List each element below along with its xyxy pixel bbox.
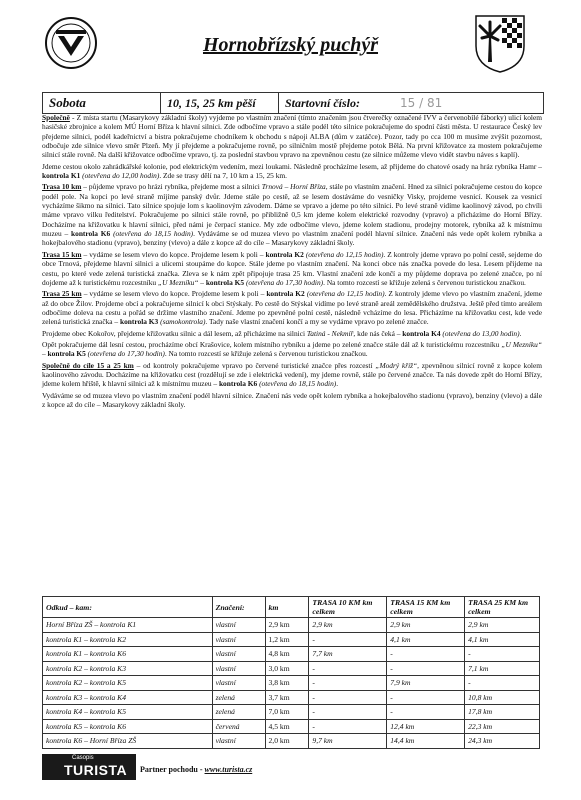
column-header: TRASA 10 KM km celkem [309, 597, 387, 618]
table-cell: 3,8 km [265, 676, 309, 691]
table-cell: vlastní [212, 618, 265, 633]
table-cell: kontrola K2 – kontrola K3 [43, 661, 213, 676]
table-cell: 9,7 km [309, 734, 387, 749]
start-number-label: Startovní číslo: [285, 95, 361, 110]
table-row [43, 632, 540, 647]
table-cell: kontrola K1 – kontrola K6 [43, 647, 213, 662]
logo-small-text: Časopis [72, 755, 94, 761]
start-number-value: 15 / 81 [400, 96, 443, 110]
table-cell: 14,4 km [387, 734, 465, 749]
section-trasa-25-3: Opět pokračujeme dál lesní cestou, procházíme obcí Krašovice, kolem místního rybníku a jdeme po zelené značce stále dál až k turistickému rozcestníku „U Mezníku“ – kontrola K5 (otevřena do 17,30 hodin). Na tomto rozcestí se křižuje zelená s červenou turistickou značkou. [42, 339, 542, 359]
table-cell: kontrola K4 – kontrola K5 [43, 705, 213, 720]
table-cell: 2,9 km [309, 618, 387, 633]
section-heading: Společně [42, 113, 70, 122]
table-cell: - [387, 690, 465, 705]
table-row [43, 647, 540, 662]
column-header: TRASA 25 KM km celkem [465, 597, 540, 618]
table-cell: 1,2 km [265, 632, 309, 647]
table-cell: 7,7 km [309, 647, 387, 662]
column-header: TRASA 15 KM km celkem [387, 597, 465, 618]
table-row [43, 690, 540, 705]
table-cell: vlastní [212, 734, 265, 749]
table-cell: 2,9 km [465, 618, 540, 633]
table-cell: 4,5 km [265, 719, 309, 734]
table-cell: 7,0 km [265, 705, 309, 720]
checkpoint-k6: kontrola K6 [218, 379, 258, 389]
table-cell: - [309, 705, 387, 720]
table-cell: zelená [212, 690, 265, 705]
table-cell: - [387, 647, 465, 662]
table-cell: - [465, 647, 540, 662]
route-description [42, 113, 542, 411]
table-cell: 12,4 km [387, 719, 465, 734]
section-common-finish: Společně do cíle 15 a 25 km – od kontroly pokračujeme vpravo po červené turistické značce přes rozcestí „Modrý kříž“, zpevněnou silnicí rovně z kopce kolem kaolinového závodu. Docházíme na křižovatku cest (rozdělují se zde i elektrická vedení), my jdeme rovně, stále po červené značce. Ta nás dovede zpět do Horní Břízy, jdeme kolem hřiště, k hlavní silnici až k místnímu muzeu – kontrola K6 (otevřena do 18,15 hodin). [42, 360, 542, 389]
table-cell: 2,9 km [387, 618, 465, 633]
table-cell: 3,0 km [265, 661, 309, 676]
partner-line [140, 765, 252, 774]
day-cell: Sobota [43, 93, 161, 113]
table-cell: vlastní [212, 676, 265, 691]
table-cell: 22,3 km [465, 719, 540, 734]
checkpoint-k3: kontrola K3 [119, 317, 159, 327]
table-row [43, 618, 540, 633]
page-title: Hornobřízský puchýř [202, 34, 379, 56]
column-header: Odkud – kam: [43, 597, 213, 618]
logo-big-text: TURISTA [64, 762, 128, 778]
checkpoint-k6: kontrola K6 [71, 229, 111, 239]
checkpoint-k1: kontrola K1 [42, 171, 81, 181]
column-header: Značení: [212, 597, 265, 618]
section-heading: Trasa 15 km [42, 249, 82, 259]
checkpoint-k2: kontrola K2 [266, 289, 305, 299]
table-cell: - [309, 661, 387, 676]
table-cell: kontrola K5 – kontrola K6 [43, 719, 213, 734]
table-cell: 24,3 km [465, 734, 540, 749]
section-trasa-10: Trasa 10 km – půjdeme vpravo po hrázi rybníka, přejdeme most a silnici Trnová – Horní Bříza, stále po vlastním značení. Hned za silnicí pokračujeme cestou do kopce podél pole. Na kopci po levé straně míjíme panský dvůr. Jdeme stále po cestě, až se lesem dostáváme do vesničky Visky, projdeme vesnicí. Kousek za vesnicí vycházíme šikmo na silnici. Tato silnice spojuje lom s kaolinovým závodem. Dáme se vpravo a jdeme po této silnici. Po levé straně vidíme kaolinový závod, po chvíli máme vpravo vilku ředitelství. Pokračujeme po silnici stále rovně, po přibližně 0,5 km jdeme kolem elektrické rozvodny (vpravo) a přicházíme do Horní Břízy. Docházíme na křižovatku k hlavní silnici, před námi je čerpací stanice. My zde odbočíme vlevo, jdeme kolem stadionu, prodejny motorek, rybníka až k místnímu muzeu – kontrola K6 (otevřena do 18,15 hodin). Vydáváme se od muzea vlevo po vlastním značení podél hlavní silnice. Značení nás vede opět kolem rybníka a hokejbalového stadionu (vpravo), benziny (vlevo) a dále z kopce až do cíle – Masarykovy základní školy. [42, 182, 542, 248]
table-cell: zelená [212, 705, 265, 720]
turista-logo [42, 754, 136, 780]
distances-cell: 10, 15, 25 km pěší [161, 93, 279, 113]
table-cell: kontrola K3 – kontrola K4 [43, 690, 213, 705]
table-cell: - [465, 676, 540, 691]
partner-label: Partner pochodu - [140, 765, 205, 774]
table-cell: - [387, 661, 465, 676]
table-cell: - [387, 705, 465, 720]
table-cell: 2,0 km [265, 734, 309, 749]
table-row [43, 676, 540, 691]
table-cell: 4,8 km [265, 647, 309, 662]
table-cell: - [309, 632, 387, 647]
table-cell: vlastní [212, 632, 265, 647]
section-heading: Společně do cíle 15 a 25 km [42, 360, 134, 370]
table-row [43, 734, 540, 749]
section-common-finish-2: Vydáváme se od muzea vlevo po vlastním značení podél hlavní silnice. Značení nás vede opět kolem rybníka a hokejbalového stadionu (vpravo), benziny (vlevo) a dále z kopce až do cíle – Masarykovy základní školy. [42, 390, 542, 409]
start-number-cell [279, 93, 543, 113]
table-cell: kontrola K1 – kontrola K2 [43, 632, 213, 647]
table-cell: 3,7 km [265, 690, 309, 705]
section-intro-2: Jdeme cestou okolo zahrádkářské kolonie, pod elektrickým vedením, mezi loukami. Následně procházíme lesem, až přijdeme do chatové osady na hráz rybníka Hamr – kontrola K1 (otevřena do 12,00 hodin). Zde se trasy dělí na 7, 10 km a 15, 25 km. [42, 161, 542, 181]
route-table [42, 596, 540, 749]
info-bar [42, 92, 544, 114]
partner-link[interactable]: www.turista.cz [204, 765, 253, 774]
table-cell: vlastní [212, 661, 265, 676]
section-heading: Trasa 10 km [42, 182, 82, 192]
section-trasa-25-2: Projdeme obec Kokořov, přejdeme křižovatku silnic a dál lesem, až přicházíme na silnici Tatiná - Nekmíř, kde nás čeká – kontrola K4 (otevřena do 13,00 hodin). [42, 328, 522, 338]
table-cell: 4,1 km [465, 632, 540, 647]
section-trasa-15: Trasa 15 km – vydáme se lesem vlevo do kopce. Projdeme lesem k poli – kontrola K2 (otevřena do 12,15 hodin). Z kontroly jdeme vpravo po polní cestě, sejdeme do obce Trnová, přejdeme hlavní silnici a ulicemi stoupáme do kopce. Stále jdeme po vlastním značení. Na konci obce nás značka povede do lesa. Lesem přijdeme na cestu, po které vede zelená turistická značka. Zleva se k nám zpět připojuje trasa 25 km. Vlastní značení zde končí a my půjdeme doprava po zelené značce, po ní dojdeme až k turistickému rozcestníku „U Mezníku“ – kontrola K5 (otevřena do 17,30 hodin). Na tomto rozcestí se křižuje zelená s červenou turistickou značkou. [42, 249, 542, 287]
table-cell: 7,1 km [465, 661, 540, 676]
table-cell: 17,8 km [465, 705, 540, 720]
table-cell: - [309, 719, 387, 734]
table-row [43, 661, 540, 676]
checkpoint-k5: kontrola K5 [205, 277, 245, 287]
table-cell: 10,8 km [465, 690, 540, 705]
section-heading: Trasa 25 km [42, 289, 82, 299]
table-row [43, 719, 540, 734]
checkpoint-k5: kontrola K5 [47, 349, 86, 359]
table-header-row [43, 597, 540, 618]
table-cell: 4,1 km [387, 632, 465, 647]
table-cell: 2,9 km [265, 618, 309, 633]
section-intro: Společně - Z místa startu (Masarykovy základní školy) vyjdeme po vlastním značení (tímto značením jsou čtverečky označené IVV a červenobílé fáborky) ulicí kolem hasičské zbrojnice a kolem MÚ Horní Bříza k hlavní silnici. Zde odbočíme vpravo a stále podél této silnice pokračujeme do spodní části města. U restaurace Český lev přejdeme silnici, podél kadeřnictví a bistra pokračujeme chodníkem k obchodu s nápoji ALBA (dům v zatáčce). Pozor, tady po cca 100 m musíme zvýšit pozornost, odbočuje zde silnice vlevo směr Plzeň. My jí přejdeme a pokračujeme rovně, po silničním mostě přejdeme potok Bělá. Na první křižovatce za mostem pokračujeme silnicí stále rovně. Na další křižovatce odbočíme vpravo, tj. za poslední stavbou vpravo na zpevněnou cestu (ze silnice můžeme vlevo vidět stavbu náves s kaplí). [42, 113, 542, 160]
table-row [43, 705, 540, 720]
table-cell: červená [212, 719, 265, 734]
checkpoint-k4: kontrola K4 [402, 328, 441, 338]
table-cell: vlastní [212, 647, 265, 662]
section-trasa-25: Trasa 25 km – vydáme se lesem vlevo do kopce. Projdeme lesem k poli – kontrola K2 (otevřena do 12,15 hodin). Z kontroly jdeme vlevo po vlastním značení, jdeme až do obce Žilov. Projdeme obcí a pokračujeme silnicí k obci Stýskaly. Po cestě do Stýskal vidíme po levé straně areál zemědělského družstva. Ještě před tímto areálem odbočíme doleva na cestu a pořád se držíme vlastního značení. Jdeme po zpevněné polní cestě, následně vcházíme do lesa. Přicházíme na křižovatku cest, kde vede zelená turistická značka – kontrola K3 (samokontrola). Tady naše vlastní značení končí a my se vydáme vpravo po zelené značce. [42, 289, 543, 327]
table-cell: - [309, 690, 387, 705]
column-header: km [265, 597, 309, 618]
table-cell: 7,9 km [387, 676, 465, 691]
table-cell: - [309, 676, 387, 691]
checkpoint-k2: kontrola K2 [265, 249, 304, 259]
table-cell: Horní Bříza ZŠ – kontrola K1 [43, 618, 213, 633]
table-cell: kontrola K2 – kontrola K5 [43, 676, 213, 691]
table-cell: kontrola K6 – Horní Bříza ZŠ [43, 734, 213, 749]
